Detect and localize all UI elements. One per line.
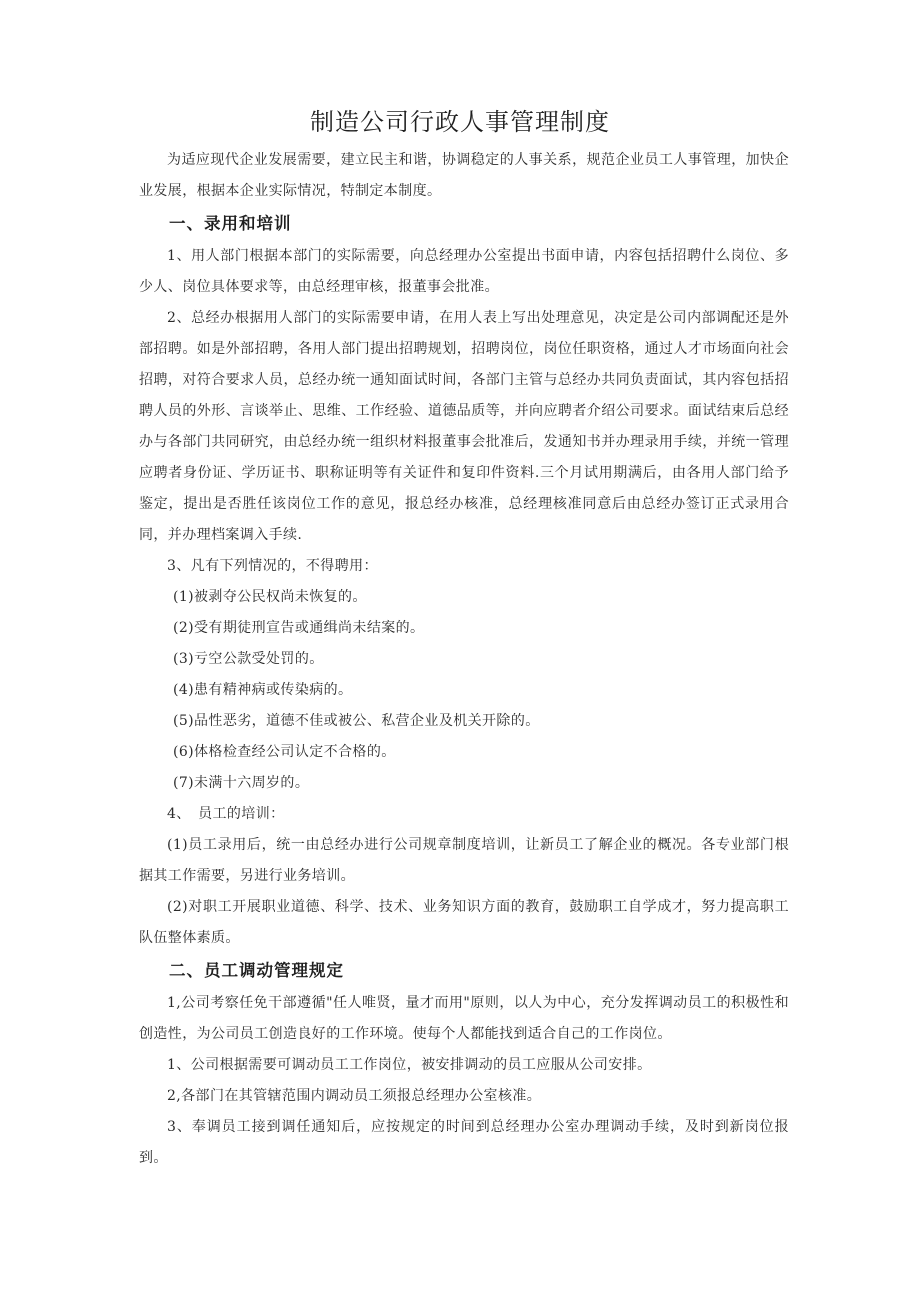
list-item: (7)未满十六周岁的。: [173, 775, 310, 791]
section-1-paragraph-3: 3、凡有下列情况的，不得聘用：: [167, 558, 378, 574]
section-1-heading: 一、录用和培训: [169, 214, 292, 233]
intro-paragraph: 为适应现代企业发展需要，建立民主和谐，协调稳定的人事关系，规范企业员工人事管理，加快企业发展，根据本企业实际情况，特制定本制度。: [139, 152, 789, 199]
list-item: (3)亏空公款受处罚的。: [173, 651, 324, 667]
section-1-paragraph-1: 1、用人部门根据本部门的实际需要，向总经理办公室提出书面申请，内容包括招聘什么岗位、多少人、岗位具体要求等，由总经理审核，报董事会批准。: [139, 248, 789, 295]
list-item: (6)体格检查经公司认定不合格的。: [173, 744, 396, 760]
section-2-paragraph-0: 1,公司考察任免干部遵循"任人唯贤，量才而用"原则，以人为中心，充分发挥调动员工的积极性和创造性，为公司员工创造良好的工作环境。使每个人都能找到适合自己的工作岗位。: [139, 995, 789, 1042]
section-1-paragraph-4: 4、 员工的培训：: [167, 806, 285, 822]
section-2-paragraph-2: 2,各部门在其管辖范围内调动员工须报总经理办公室核准。: [167, 1088, 542, 1104]
list-item: (4)患有精神病或传染病的。: [173, 682, 353, 698]
document-title: 制造公司行政人事管理制度: [310, 108, 610, 136]
section-1-paragraph-2: 2、总经办根据用人部门的实际需要申请，在用人表上写出处理意见，决定是公司内部调配还是外部招聘。如是外部招聘，各用人部门提出招聘规划，招聘岗位，岗位任职资格，通过人才市场面向社会招聘，对符合要求人员，总经办统一通知面试时间，各部门主管与总经办共同负责面试，其内容包括招聘人员的外形、言谈举止、思维、工作经验、道德品质等，并向应聘者介绍公司要求。面试结束后总经办与各部门共同研究，由总经办统一组织材料报董事会批准后，发通知书并办理录用手续，并统一管理应聘者身份证、学历证书、职称证明等有关证件和复印件资料.三个月试用期满后，由各用人部门给予鉴定，提出是否胜任该岗位工作的意见，报总经办核准，总经理核准同意后由总经办签订正式录用合同，并办理档案调入手续.: [139, 310, 789, 543]
section-2-paragraph-3: 3、奉调员工接到调任通知后，应按规定的时间到总经理办公室办理调动手续，及时到新岗位报到。: [139, 1119, 789, 1166]
list-item: (2)受有期徒刑宣告或通缉尚未结案的。: [173, 620, 425, 636]
training-item-2: (2)对职工开展职业道德、科学、技术、业务知识方面的教育，鼓励职工自学成才，努力提高职工队伍整体素质。: [139, 899, 789, 946]
list-item: (1)被剥夺公民权尚未恢复的。: [173, 589, 367, 605]
document-body: [139, 145, 789, 1174]
section-2-paragraph-1: 1、公司根据需要可调动员工工作岗位，被安排调动的员工应服从公司安排。: [167, 1057, 652, 1073]
section-2-heading: 二、员工调动管理规定: [169, 961, 344, 980]
training-item-1: (1)员工录用后，统一由总经办进行公司规章制度培训，让新员工了解企业的概况。各专业部门根据其工作需要，另进行业务培训。: [139, 837, 789, 884]
list-item: (5)品性恶劣，道德不佳或被公、私营企业及机关开除的。: [173, 713, 540, 729]
